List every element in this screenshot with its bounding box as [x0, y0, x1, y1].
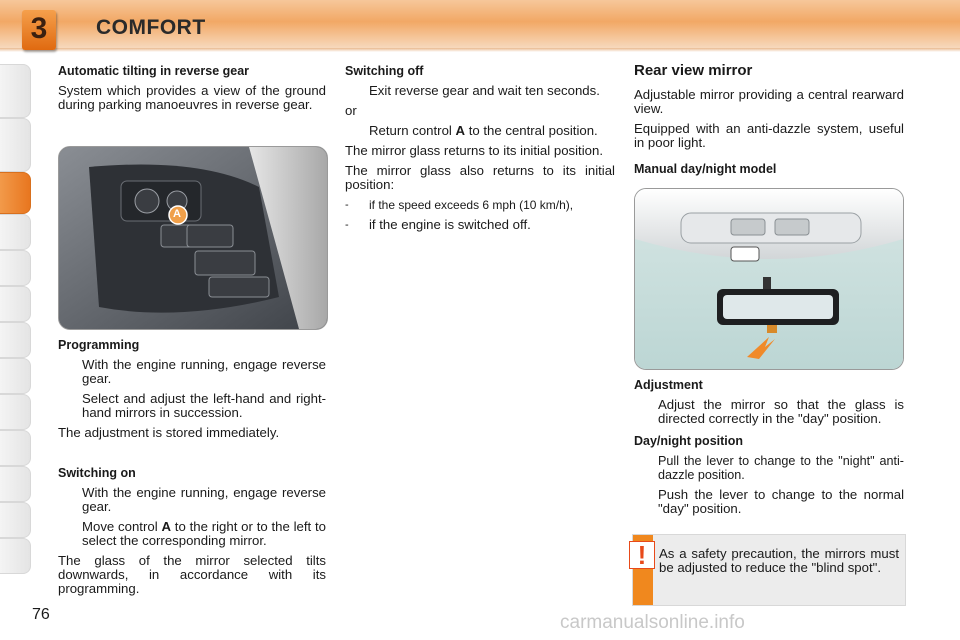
side-tab-3-active[interactable] [0, 172, 31, 214]
switching-off-step-2-post: to the central position. [468, 123, 598, 138]
side-tab-8[interactable] [0, 358, 31, 394]
column-right [634, 64, 904, 182]
switching-off-heading: Switching off [345, 64, 424, 78]
programming-note: The adjustment is stored immediately. [58, 425, 280, 440]
switching-on-step-1-text: With the engine running, engage reverse gear. [82, 485, 326, 514]
control-a-ref: A [455, 123, 466, 138]
condition-engine-text: if the engine is switched off. [369, 217, 531, 232]
section-title: COMFORT [96, 16, 206, 39]
side-tab-11[interactable] [0, 466, 31, 502]
side-tab-6[interactable] [0, 286, 31, 322]
programming-heading: Programming [58, 338, 140, 352]
door-panel-drawing [59, 147, 327, 329]
safety-warning-box [632, 534, 906, 606]
switching-on-note: The glass of the mirror selected tilts downwards, in accordance with its programming. [58, 553, 326, 596]
dash-glyph: - [345, 199, 349, 211]
switching-off-step-1-text: Exit reverse gear and wait ten seconds. [369, 83, 600, 98]
manual-model-heading: Manual day/night model [634, 162, 777, 176]
rear-view-mirror-heading: Rear view mirror [634, 62, 753, 79]
day-night-heading: Day/night position [634, 434, 744, 448]
watermark: carmanualsonline.info [560, 612, 745, 633]
door-control-illustration [58, 146, 328, 330]
column-left [58, 64, 326, 118]
dash-glyph: - [345, 219, 349, 231]
programming-step-1 [58, 358, 326, 386]
switching-off-step-2 [345, 124, 615, 138]
side-tab-13[interactable] [0, 538, 31, 574]
or-text: or [345, 103, 357, 118]
adjustment-step-1-text: Adjust the mirror so that the glass is directed correctly in the "day" position. [658, 397, 904, 426]
condition-engine [345, 218, 615, 232]
day-night-step-1 [634, 454, 904, 482]
switching-on-heading: Switching on [58, 466, 136, 480]
programming-section [58, 338, 326, 446]
column-middle [345, 64, 615, 238]
programming-step-2 [58, 392, 326, 420]
programming-step-1-text: With the engine running, engage reverse gear. [82, 357, 326, 386]
switching-on-section [58, 466, 326, 602]
auto-tilt-text: System which provides a view of the ground during parking manoeuvres in reverse gear. [58, 83, 326, 112]
warning-exclamation-icon: ! [629, 541, 655, 569]
condition-speed-text: if the speed exceeds 6 mph (10 km/h), [369, 198, 574, 212]
adjustment-step-1 [634, 398, 904, 426]
control-a-label: A [173, 208, 181, 220]
header-shadow [0, 48, 960, 52]
chapter-number: 3 [30, 12, 48, 45]
switching-off-step-1 [345, 84, 615, 98]
return-text-1: The mirror glass returns to its initial position. [345, 143, 603, 158]
side-tab-1[interactable] [0, 64, 31, 118]
adjustment-heading: Adjustment [634, 378, 703, 392]
switching-on-step-2-post: to the right or to the left to select the corresponding mirror. [82, 519, 327, 548]
auto-tilt-heading: Automatic tilting in reverse gear [58, 64, 250, 78]
side-tab-12[interactable] [0, 502, 31, 538]
return-text-2: The mirror glass also returns to its initial position: [345, 163, 615, 192]
switching-on-step-2 [58, 520, 326, 548]
side-tab-5[interactable] [0, 250, 31, 286]
adjustment-section [634, 378, 904, 522]
side-tab-10[interactable] [0, 430, 31, 466]
page-number: 76 [32, 606, 50, 623]
rear-mirror-illustration [634, 188, 904, 370]
switching-on-step-2-pre: Move control [82, 519, 158, 534]
day-night-step-2 [634, 488, 904, 516]
rear-mirror-drawing [635, 189, 903, 369]
side-tab-9[interactable] [0, 394, 31, 430]
day-night-step-1-text: Pull the lever to change to the "night" anti-dazzle position. [658, 454, 904, 482]
switching-on-step-1 [58, 486, 326, 514]
warning-text: As a safety precaution, the mirrors must be adjusted to reduce the "blind spot". [659, 546, 899, 575]
rear-view-mirror-text-1: Adjustable mirror providing a central rearward view. [634, 87, 904, 116]
programming-step-2-text: Select and adjust the left-hand and right-hand mirrors in succession. [82, 391, 326, 420]
switching-off-step-2-pre: Return control [369, 123, 452, 138]
side-tab-2[interactable] [0, 118, 31, 172]
condition-speed [345, 198, 615, 212]
control-a-ref: A [161, 519, 171, 534]
side-tab-7[interactable] [0, 322, 31, 358]
chapter-badge [22, 10, 56, 50]
rear-view-mirror-text-2: Equipped with an anti-dazzle system, useful in poor light. [634, 121, 904, 150]
side-tab-4[interactable] [0, 214, 31, 250]
day-night-step-2-text: Push the lever to change to the normal "day" position. [658, 487, 904, 516]
